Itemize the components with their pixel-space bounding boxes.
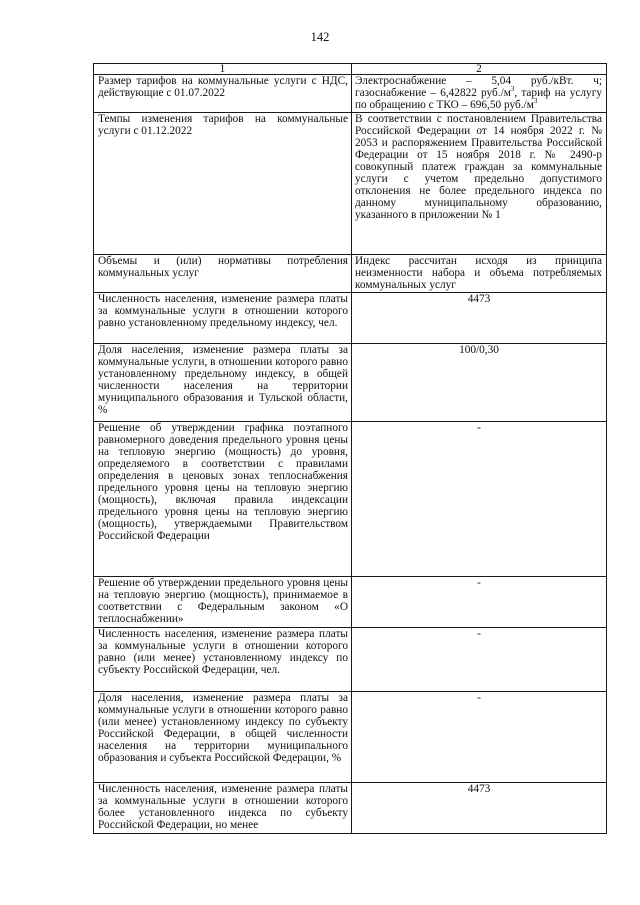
row-label: Численность населения, изменение размера платы за коммунальные услуги в отношении которого более установленного индекса по субъекту Российской Федерации, но менее — [94, 783, 352, 834]
table-row — [94, 293, 607, 344]
row-label: Численность населения, изменение размера платы за коммунальные услуги в отношении которого равно (или менее) установленному индексу по субъекту Российской Федерации, чел. — [94, 628, 352, 692]
page-number: 142 — [310, 30, 330, 44]
table-row — [94, 344, 607, 422]
row-value: 4473 — [352, 293, 607, 344]
row-label: Темпы изменения тарифов на коммунальные услуги с 01.12.2022 — [94, 113, 352, 255]
row-text: В соответствии с постановлением Правительства Российской Федерации от 14 ноября 2022 г. № 2053 и распоряжением Правительства Российской Федерации от 15 ноября 2018 г. № 2490-р совокупный платеж граждан за коммунальные услуги с учетом предельно допустимого отклонения не более предельного индекса по данному муниципальному образованию, указанного в приложении № 1 — [352, 113, 607, 255]
row-value: 4473 — [352, 783, 607, 834]
table-row — [94, 692, 607, 783]
row-value: - — [352, 628, 607, 692]
row-value: - — [352, 577, 607, 628]
table-row-tariffs — [94, 75, 607, 113]
column-header-2: 2 — [352, 64, 607, 75]
row-value: 100/0,30 — [352, 344, 607, 422]
row-label: Решение об утверждении предельного уровня цены на тепловую энергию (мощность), принимаемое в соответствии с Федеральным законом «О теплоснабжении» — [94, 577, 352, 628]
row-label: Доля населения, изменение размера платы за коммунальные услуги в отношении которого равно (или менее) установленному индексу по субъекту Российской Федерации, в общей численности населения на территории муниципального образования и субъекта Российской Федерации, % — [94, 692, 352, 783]
table-row — [94, 113, 607, 255]
table-row — [94, 577, 607, 628]
table-row — [94, 255, 607, 293]
row-label: Решение об утверждении графика поэтапного равномерного доведения предельного уровня цены на тепловую энергию (мощность) до уровня, определяемого в соответствии с правилами определения в ценовых зонах теплоснабжения предельного уровня цены на тепловую энергию (мощность), включая правила индексации предельного уровня цены на тепловую энергию (мощность), утверждаемыми Правительством Российской Федерации — [94, 422, 352, 577]
row-text: Электроснабжение – 5,04 руб./кВт. ч; газоснабжение – 6,42822 $руб./м^3$, тариф на услугу по обращению с ТКО – 696,50 $руб./м^3$ — [352, 75, 607, 113]
table-row — [94, 422, 607, 577]
row-value: - — [352, 422, 607, 577]
table-row — [94, 783, 607, 834]
row-text: Индекс рассчитан исходя из принципа неизменности набора и объема потребляемых коммунальных услуг — [352, 255, 607, 293]
column-header-1: 1 — [94, 64, 352, 75]
row-label: Размер тарифов на коммунальные услуги с НДС, действующие с 01.07.2022 — [94, 75, 352, 113]
row-label: Численность населения, изменение размера платы за коммунальные услуги в отношении которого равно установленному предельному индексу, чел. — [94, 293, 352, 344]
row-label: Объемы и (или) нормативы потребления коммунальных услуг — [94, 255, 352, 293]
row-value: - — [352, 692, 607, 783]
row-label: Доля населения, изменение размера платы за коммунальные услуги, в отношении которого равно установленному предельному индексу, в общей численности населения на территории муниципального образования и Тульской области, % — [94, 344, 352, 422]
table-row — [94, 628, 607, 692]
tariff-table — [93, 63, 607, 834]
table-header-row — [94, 64, 607, 75]
